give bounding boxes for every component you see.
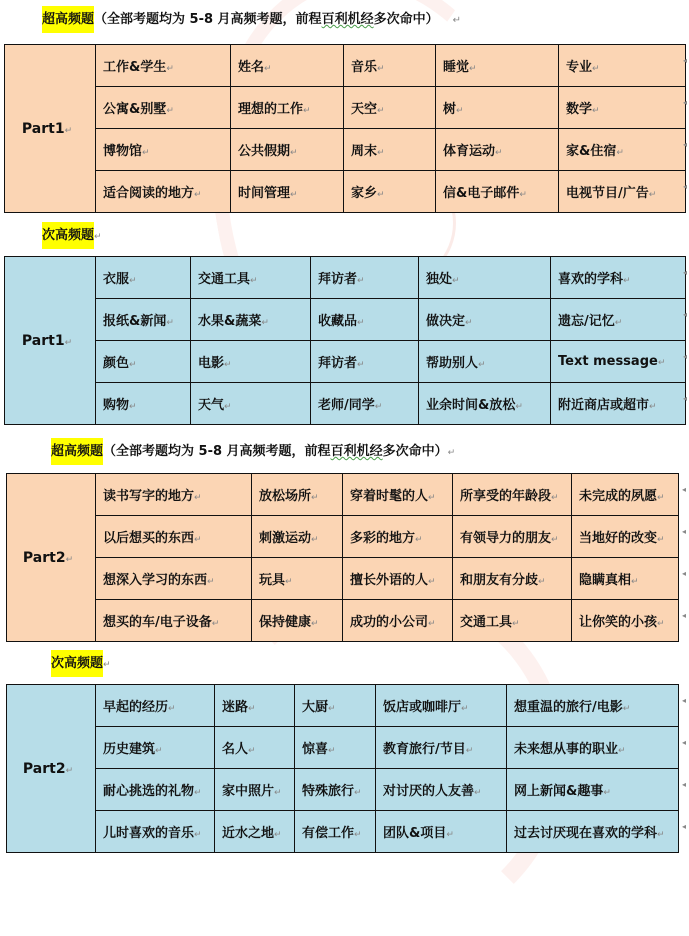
topic-cell: 耐心挑选的礼物↵ [96, 769, 215, 811]
part-label: Part1↵ [5, 257, 96, 425]
topic-cell: 刺激运动↵ [252, 516, 343, 558]
topic-cell: 隐瞒真相↵ [572, 558, 679, 600]
topic-cell: 交通工具↵ [453, 600, 572, 642]
paragraph-mark-icon: ↵ [94, 232, 102, 242]
topic-cell: 儿时喜欢的音乐↵ [96, 811, 215, 853]
part1-second-frequency-table [4, 256, 686, 425]
part1-top-frequency-table [4, 44, 686, 213]
topic-cell: 颜色↵ [96, 341, 191, 383]
row-end-mark-icon: ◂ [683, 140, 688, 149]
table-row [5, 299, 686, 341]
topic-cell: 交通工具↵ [191, 257, 311, 299]
table-row [7, 685, 679, 727]
section-3-heading [51, 442, 455, 463]
topic-cell: 和朋友有分歧↵ [453, 558, 572, 600]
topic-cell: 饭店或咖啡厅↵ [376, 685, 507, 727]
topic-cell: 家&住宿↵ [559, 129, 686, 171]
topic-cell: 公寓&别墅↵ [96, 87, 231, 129]
topic-cell: 以后想买的东西↵ [96, 516, 252, 558]
topic-cell: 拜访者↵ [311, 257, 419, 299]
topic-cell: 想买的车/电子设备↵ [96, 600, 252, 642]
topic-cell: 理想的工作↵ [231, 87, 344, 129]
highlight-label: 超高频题 [42, 6, 94, 33]
topic-cell: 体育运动↵ [436, 129, 559, 171]
topic-cell: 读书写字的地方↵ [96, 474, 252, 516]
topic-cell: 名人↵ [215, 727, 295, 769]
topic-cell: 电影↵ [191, 341, 311, 383]
heading-note-end: 多次命中） [382, 444, 448, 459]
row-end-mark-icon: ◂ [683, 98, 688, 107]
topic-cell: 水果&蔬菜↵ [191, 299, 311, 341]
topic-cell: 博物馆↵ [96, 129, 231, 171]
topic-cell: 有领导力的朋友↵ [453, 516, 572, 558]
topic-cell: 衣服↵ [96, 257, 191, 299]
highlight-label: 次高频题 [51, 650, 103, 677]
row-end-mark-icon: ◂ [682, 485, 687, 494]
part-label: Part1↵ [5, 45, 96, 213]
topic-cell: 时间管理↵ [231, 171, 344, 213]
highlight-label: 超高频题 [51, 438, 103, 465]
topic-cell: 让你笑的小孩↵ [572, 600, 679, 642]
part2-second-frequency-table [6, 684, 679, 853]
topic-cell: 未完成的夙愿↵ [572, 474, 679, 516]
topic-cell: 购物↵ [96, 383, 191, 425]
row-end-mark-icon: ◂ [683, 352, 688, 361]
section-2-heading [42, 226, 102, 247]
topic-cell: 早起的经历↵ [96, 685, 215, 727]
topic-cell: 成功的小公司↵ [343, 600, 453, 642]
topic-cell: 报纸&新闻↵ [96, 299, 191, 341]
topic-cell: 数学↵ [559, 87, 686, 129]
topic-cell: 教育旅行/节目↵ [376, 727, 507, 769]
topic-cell: 拜访者↵ [311, 341, 419, 383]
row-end-mark-icon: ◂ [683, 394, 688, 403]
part-label: Part2↵ [7, 685, 96, 853]
topic-cell: 穿着时髦的人↵ [343, 474, 453, 516]
table-row [5, 129, 686, 171]
topic-cell: 近水之地↵ [215, 811, 295, 853]
row-end-mark-icon: ◂ [682, 822, 687, 831]
topic-cell: 网上新闻&趣事↵ [507, 769, 679, 811]
topic-cell: 业余时间&放松↵ [419, 383, 551, 425]
topic-cell: 迷路↵ [215, 685, 295, 727]
table-row [5, 341, 686, 383]
heading-note: （全部考题均为 5-8 月高频考题，前程 [103, 444, 331, 459]
topic-cell: 工作&学生↵ [96, 45, 231, 87]
heading-note-end: 多次命中） [373, 12, 439, 27]
row-end-mark-icon: ◂ [682, 780, 687, 789]
row-end-mark-icon: ◂ [683, 56, 688, 65]
topic-cell: 家乡↵ [344, 171, 436, 213]
topic-cell: 大厨↵ [295, 685, 376, 727]
topic-cell: 多彩的地方↵ [343, 516, 453, 558]
topic-cell: 公共假期↵ [231, 129, 344, 171]
section-4-heading [51, 654, 111, 675]
topic-cell: 信&电子邮件↵ [436, 171, 559, 213]
table-row [7, 558, 679, 600]
paragraph-mark-icon: ↵ [103, 660, 111, 670]
topic-cell: 想深入学习的东西↵ [96, 558, 252, 600]
topic-cell: 所享受的年龄段↵ [453, 474, 572, 516]
topic-cell: 帮助别人↵ [419, 341, 551, 383]
spellcheck-underlined-text: 百利机经 [330, 444, 383, 459]
topic-cell: 放松场所↵ [252, 474, 343, 516]
topic-cell: 独处↵ [419, 257, 551, 299]
table-row [5, 45, 686, 87]
topic-cell: 擅长外语的人↵ [343, 558, 453, 600]
heading-note: （全部考题均为 5-8 月高频考题，前程 [94, 12, 322, 27]
topic-cell: 树↵ [436, 87, 559, 129]
topic-cell: 周末↵ [344, 129, 436, 171]
topic-cell: 家中照片↵ [215, 769, 295, 811]
table-row [5, 171, 686, 213]
row-end-mark-icon: ◂ [683, 310, 688, 319]
paragraph-mark-icon: ↵ [447, 448, 456, 458]
table-row [7, 811, 679, 853]
topic-cell: 收藏品↵ [311, 299, 419, 341]
topic-cell: 天空↵ [344, 87, 436, 129]
topic-cell: 历史建筑↵ [96, 727, 215, 769]
topic-cell: 未来想从事的职业↵ [507, 727, 679, 769]
highlight-label: 次高频题 [42, 222, 94, 249]
topic-cell: 想重温的旅行/电影↵ [507, 685, 679, 727]
table-row [7, 600, 679, 642]
table-row [5, 87, 686, 129]
topic-cell: 当地好的改变↵ [572, 516, 679, 558]
topic-cell: 遗忘/记忆↵ [551, 299, 686, 341]
row-end-mark-icon: ◂ [683, 268, 688, 277]
table-row [7, 516, 679, 558]
topic-cell: 有偿工作↵ [295, 811, 376, 853]
topic-cell: 天气↵ [191, 383, 311, 425]
section-1-heading [42, 10, 461, 31]
topic-cell: 专业↵ [559, 45, 686, 87]
topic-cell: 电视节目/广告↵ [559, 171, 686, 213]
topic-cell: 特殊旅行↵ [295, 769, 376, 811]
table-row [5, 383, 686, 425]
topic-cell: 音乐↵ [344, 45, 436, 87]
topic-cell: 适合阅读的地方↵ [96, 171, 231, 213]
paragraph-mark-icon: ↵ [452, 15, 461, 26]
spellcheck-underlined-text: 百利机经 [321, 12, 374, 27]
table-row [7, 769, 679, 811]
row-end-mark-icon: ◂ [682, 696, 687, 705]
topic-cell: 保持健康↵ [252, 600, 343, 642]
topic-cell: 老师/同学↵ [311, 383, 419, 425]
table-row [7, 727, 679, 769]
topic-cell: 姓名↵ [231, 45, 344, 87]
topic-cell: 玩具↵ [252, 558, 343, 600]
topic-cell: 团队&项目↵ [376, 811, 507, 853]
topic-cell: 过去讨厌现在喜欢的学科↵ [507, 811, 679, 853]
topic-cell: 惊喜↵ [295, 727, 376, 769]
table-row [7, 474, 679, 516]
part-label: Part2↵ [7, 474, 96, 642]
row-end-mark-icon: ◂ [682, 611, 687, 620]
topic-cell: Text message↵ [551, 341, 686, 383]
row-end-mark-icon: ◂ [682, 738, 687, 747]
topic-cell: 喜欢的学科↵ [551, 257, 686, 299]
row-end-mark-icon: ◂ [683, 182, 688, 191]
topic-cell: 对讨厌的人友善↵ [376, 769, 507, 811]
table-row [5, 257, 686, 299]
row-end-mark-icon: ◂ [682, 569, 687, 578]
topic-cell: 附近商店或超市↵ [551, 383, 686, 425]
part2-top-frequency-table [6, 473, 679, 642]
row-end-mark-icon: ◂ [682, 527, 687, 536]
topic-cell: 睡觉↵ [436, 45, 559, 87]
topic-cell: 做决定↵ [419, 299, 551, 341]
